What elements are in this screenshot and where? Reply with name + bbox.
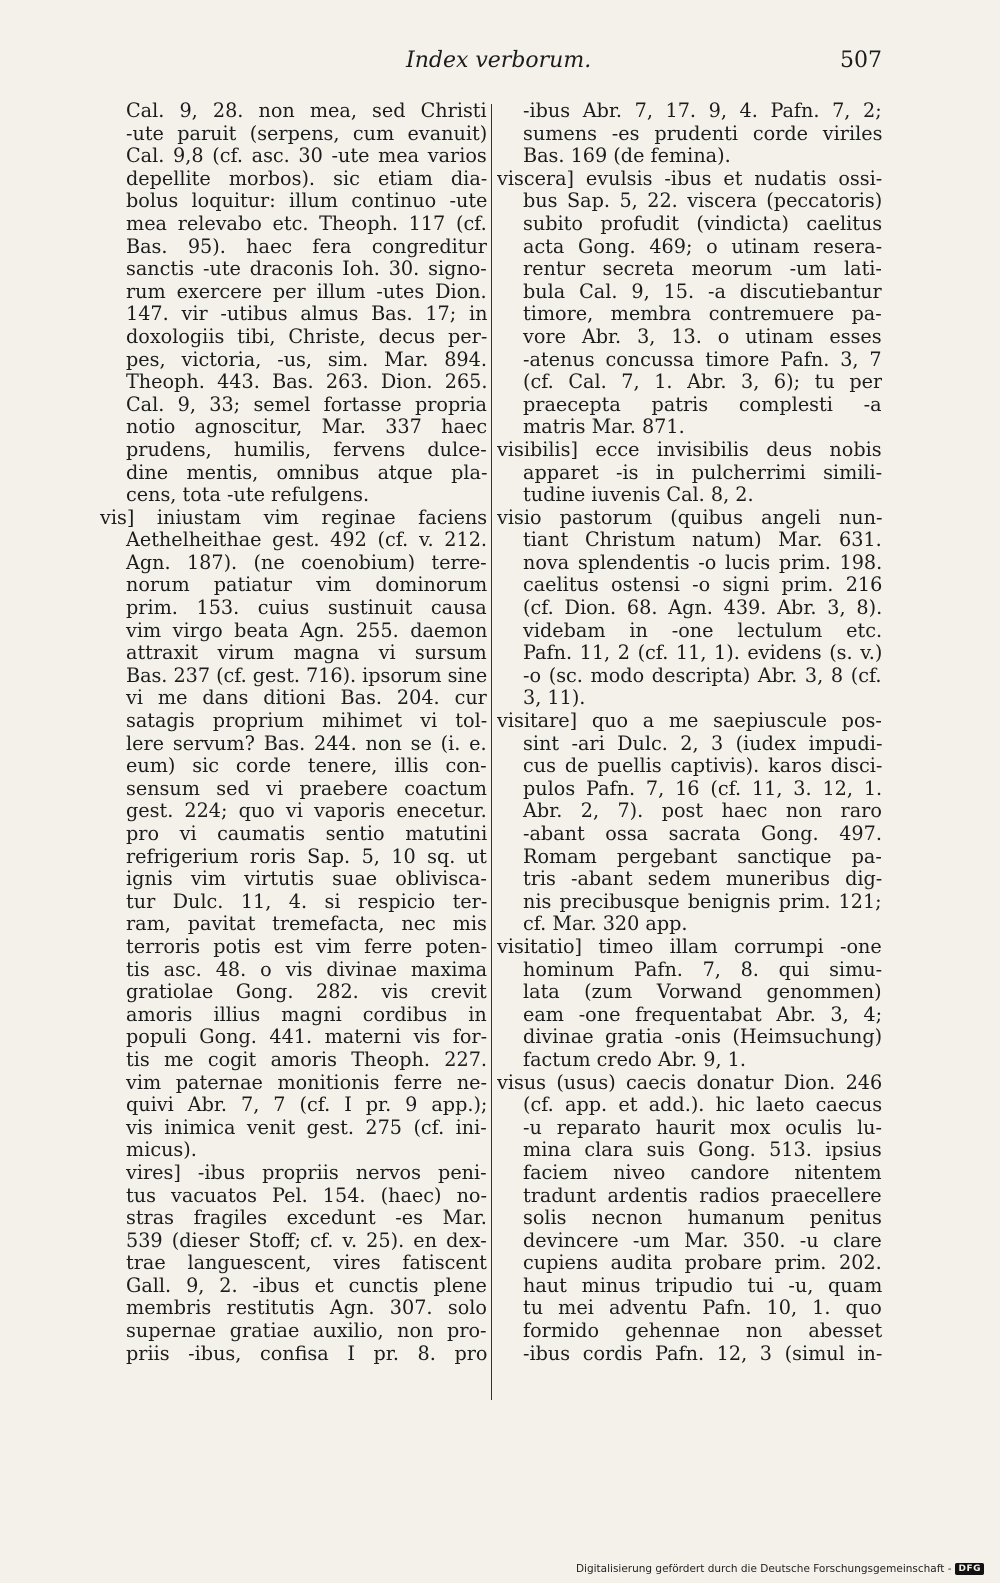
index-line: Romam pergebant sanctique pa- [523,844,882,868]
index-line: ram, pavitat tremefacta, nec mis [126,912,487,936]
index-line: rentur secreta meorum -um lati- [523,257,882,281]
index-line: Theoph. 443. Bas. 263. Dion. 265. [126,370,487,394]
index-line: devincere -um Mar. 350. -u clare [523,1228,882,1252]
index-line: divinae gratia -onis (Heimsuchung) [523,1025,882,1049]
index-line: quivi Abr. 7, 7 (cf. I pr. 9 app.); [126,1093,487,1117]
index-line: prudens, humilis, fervens dulce- [126,437,487,461]
index-line: sanctis -ute draconis Ioh. 30. signo- [126,257,487,281]
index-line: apparet -is in pulcherrimi simili- [523,460,882,484]
index-line: vim paternae monitionis ferre ne- [126,1070,487,1094]
index-line: nova splendentis -o lucis prim. 198. [523,550,882,574]
digitization-credit [576,1563,984,1575]
index-line: (cf. Cal. 7, 1. Abr. 3, 6); tu per [523,370,882,394]
index-line: Bas. 95). haec fera congreditur [126,234,487,258]
index-line: Bas. 237 (cf. gest. 716). ipsorum sine [126,663,487,687]
index-line: gest. 224; quo vi vaporis enecetur. [126,799,487,823]
index-line: cus de puellis captivis). karos disci- [523,754,882,778]
index-line: Bas. 169 (de femina). [523,144,731,168]
index-line: vore Abr. 3, 13. o utinam esses [523,324,882,348]
index-line: tis asc. 48. o vis divinae maxima [126,957,487,981]
page-header [106,48,882,80]
index-headword-line: viscera] evulsis -ibus et nudatis ossi- [497,166,882,190]
index-headword-line: visitatio] timeo illam corrumpi -one [497,934,882,958]
index-line: tis me cogit amoris Theoph. 227. [126,1047,487,1071]
index-line: bus Sap. 5, 22. viscera (peccatoris) [523,189,882,213]
index-line: tradunt ardentis radios praecellere [523,1183,882,1207]
index-line: bolus loquitur: illum continuo -ute [126,189,487,213]
index-line: Cal. 9, 33; semel fortasse propria [126,392,487,416]
index-line: rum exercere per illum -utes Dion. [126,279,487,303]
index-line: -atenus concussa timore Pafn. 3, 7 [523,347,882,371]
index-line: matris Mar. 871. [523,415,685,439]
index-line: sensum sed vi praebere coactum [126,776,487,800]
index-line: lere servum? Bas. 244. non se (i. e. [126,731,487,755]
index-line: hominum Pafn. 7, 8. qui simu- [523,957,882,981]
index-line: dine mentis, omnibus atque pla- [126,460,487,484]
index-line: vis inimica venit gest. 275 (cf. ini- [126,1115,487,1139]
index-line: micus). [126,1138,197,1162]
index-line: stras fragiles excedunt -es Mar. [126,1206,487,1230]
index-line: doxologiis tibi, Christe, decus per- [126,324,487,348]
index-line: satagis proprium mihimet vi tol- [126,709,487,733]
index-line: 539 (dieser Stoff; cf. v. 25). en dex- [126,1228,487,1252]
index-line: subito profudit (vindicta) caelitus [523,211,882,235]
index-line: -ibus Abr. 7, 17. 9, 4. Pafn. 7, 2; [523,100,882,122]
index-headword-line: visus (usus) caecis donatur Dion. 246 [497,1070,882,1094]
index-line: tudine iuvenis Cal. 8, 2. [523,483,754,507]
index-line: Agn. 187). (ne coenobium) terre- [126,550,487,574]
index-line: caelitus ostensi -o signi prim. 216 [523,573,882,597]
index-line: pulos Pafn. 7, 16 (cf. 11, 3. 12, 1. [523,776,882,800]
index-line: tur Dulc. 11, 4. si respicio ter- [126,889,487,913]
index-line: -ute paruit (serpens, cum evanuit) [126,121,487,145]
index-headword-line: visio pastorum (quibus angeli nun- [497,505,882,529]
index-line: attraxit virum magna vi sursum [126,641,487,665]
index-line: timore, membra contremuere pa- [523,302,882,326]
index-line: praecepta patris complesti -a [523,392,882,416]
index-line: Gall. 9, 2. -ibus et cunctis plene [126,1273,487,1297]
index-line: formido gehennae non abesset [523,1319,882,1343]
index-line: Cal. 9,8 (cf. asc. 30 -ute mea varios [126,144,487,168]
index-line: factum credo Abr. 9, 1. [523,1047,746,1071]
index-line: membris restitutis Agn. 307. solo [126,1296,487,1320]
index-line: cupiens audita probare prim. 202. [523,1251,882,1275]
index-line: nis precibusque benignis prim. 121; [523,889,882,913]
index-line: -o (sc. modo descripta) Abr. 3, 8 (cf. [523,663,882,687]
index-line: Aethelheithae gest. 492 (cf. v. 212. [126,528,487,552]
index-line: sint -ari Dulc. 2, 3 (iudex impudi- [523,731,882,755]
index-line: 3, 11). [523,686,586,710]
index-line: eam -one frequentabat Abr. 3, 4; [523,1002,882,1026]
index-line: priis -ibus, confisa I pr. 8. pro [126,1341,487,1365]
index-line: populi Gong. 441. materni vis for- [126,1025,487,1049]
right-column [497,100,882,1400]
index-line: (cf. Dion. 68. Agn. 439. Abr. 3, 8). [523,596,882,620]
index-line: refrigerium roris Sap. 5, 10 sq. ut [126,844,487,868]
index-columns [100,100,882,1400]
index-line: trae languescent, vires fatiscent [126,1251,487,1275]
index-line: Cal. 9, 28. non mea, sed Christi [126,100,487,122]
index-line: vires] -ibus propriis nervos peni- [126,1160,487,1184]
index-line: cens, tota -ute refulgens. [126,483,370,507]
left-column [100,100,487,1400]
index-line: Pafn. 11, 2 (cf. 11, 1). evidens (s. v.) [523,641,882,665]
index-line: -ibus cordis Pafn. 12, 3 (simul in- [523,1341,882,1365]
index-line: vi me dans ditioni Bas. 204. cur [126,686,487,710]
index-line: cf. Mar. 320 app. [523,912,688,936]
index-line: solis necnon humanum penitus [523,1206,882,1230]
index-line: pes, victoria, -us, sim. Mar. 894. [126,347,487,371]
index-line: pro vi caumatis sentio matutini [126,822,487,845]
index-line: notio agnoscitur, Mar. 337 haec [126,415,487,439]
index-line: eum) sic corde tenere, illis con- [126,754,487,778]
dfg-logo: DFG [955,1563,984,1575]
index-line: faciem niveo candore nitentem [523,1160,882,1184]
index-line: mina clara suis Gong. 513. ipsius [523,1138,882,1162]
index-line: sumens -es prudenti corde viriles [523,121,882,145]
index-line: -u reparato haurit mox oculis lu- [523,1115,882,1139]
index-line: ignis vim virtutis suae oblivisca- [126,867,487,891]
index-line: depellite morbos). sic etiam dia- [126,166,487,190]
index-line: gratiolae Gong. 282. vis crevit [126,980,487,1004]
index-line: tiant Christum natum) Mar. 631. [523,528,882,552]
index-line: supernae gratiae auxilio, non pro- [126,1319,487,1343]
index-line: prim. 153. cuius sustinuit causa [126,596,487,620]
index-line: tu mei adventu Pafn. 10, 1. quo [523,1296,882,1320]
index-line: (cf. app. et add.). hic laeto caecus [523,1093,882,1117]
index-line: haut minus tripudio tui -u, quam [523,1273,882,1297]
index-line: videbam in -one lectulum etc. [523,618,882,642]
running-head: Index verborum. [406,48,592,73]
index-headword-line: vis] iniustam vim reginae faciens [100,505,487,529]
credit-text: Digitalisierung gefördert durch die Deutsche Forschungsgemeinschaft - [575,1563,952,1575]
index-line: amoris illius magni cordibus in [126,1002,487,1026]
index-line: acta Gong. 469; o utinam resera- [523,234,882,258]
column-divider [491,104,492,1400]
index-line: tus vacuatos Pel. 154. (haec) no- [126,1183,487,1207]
index-line: tris -abant sedem muneribus dig- [523,867,882,891]
index-line: Abr. 2, 7). post haec non raro [523,799,882,823]
index-line: terroris potis est vim ferre poten- [126,934,487,958]
index-line: lata (zum Vorwand genommen) [523,980,882,1004]
index-line: -abant ossa sacrata Gong. 497. [523,822,882,845]
index-line: mea relevabo etc. Theoph. 117 (cf. [126,211,487,235]
index-headword-line: visitare] quo a me saepiuscule pos- [497,709,882,733]
index-line: vim virgo beata Agn. 255. daemon [126,618,487,642]
index-line: norum patiatur vim dominorum [126,573,487,597]
index-line: 147. vir -utibus almus Bas. 17; in [126,302,487,326]
index-headword-line: visibilis] ecce invisibilis deus nobis [497,437,882,461]
index-line: bula Cal. 9, 15. -a discutiebantur [523,279,882,303]
page-number: 507 [840,48,882,73]
